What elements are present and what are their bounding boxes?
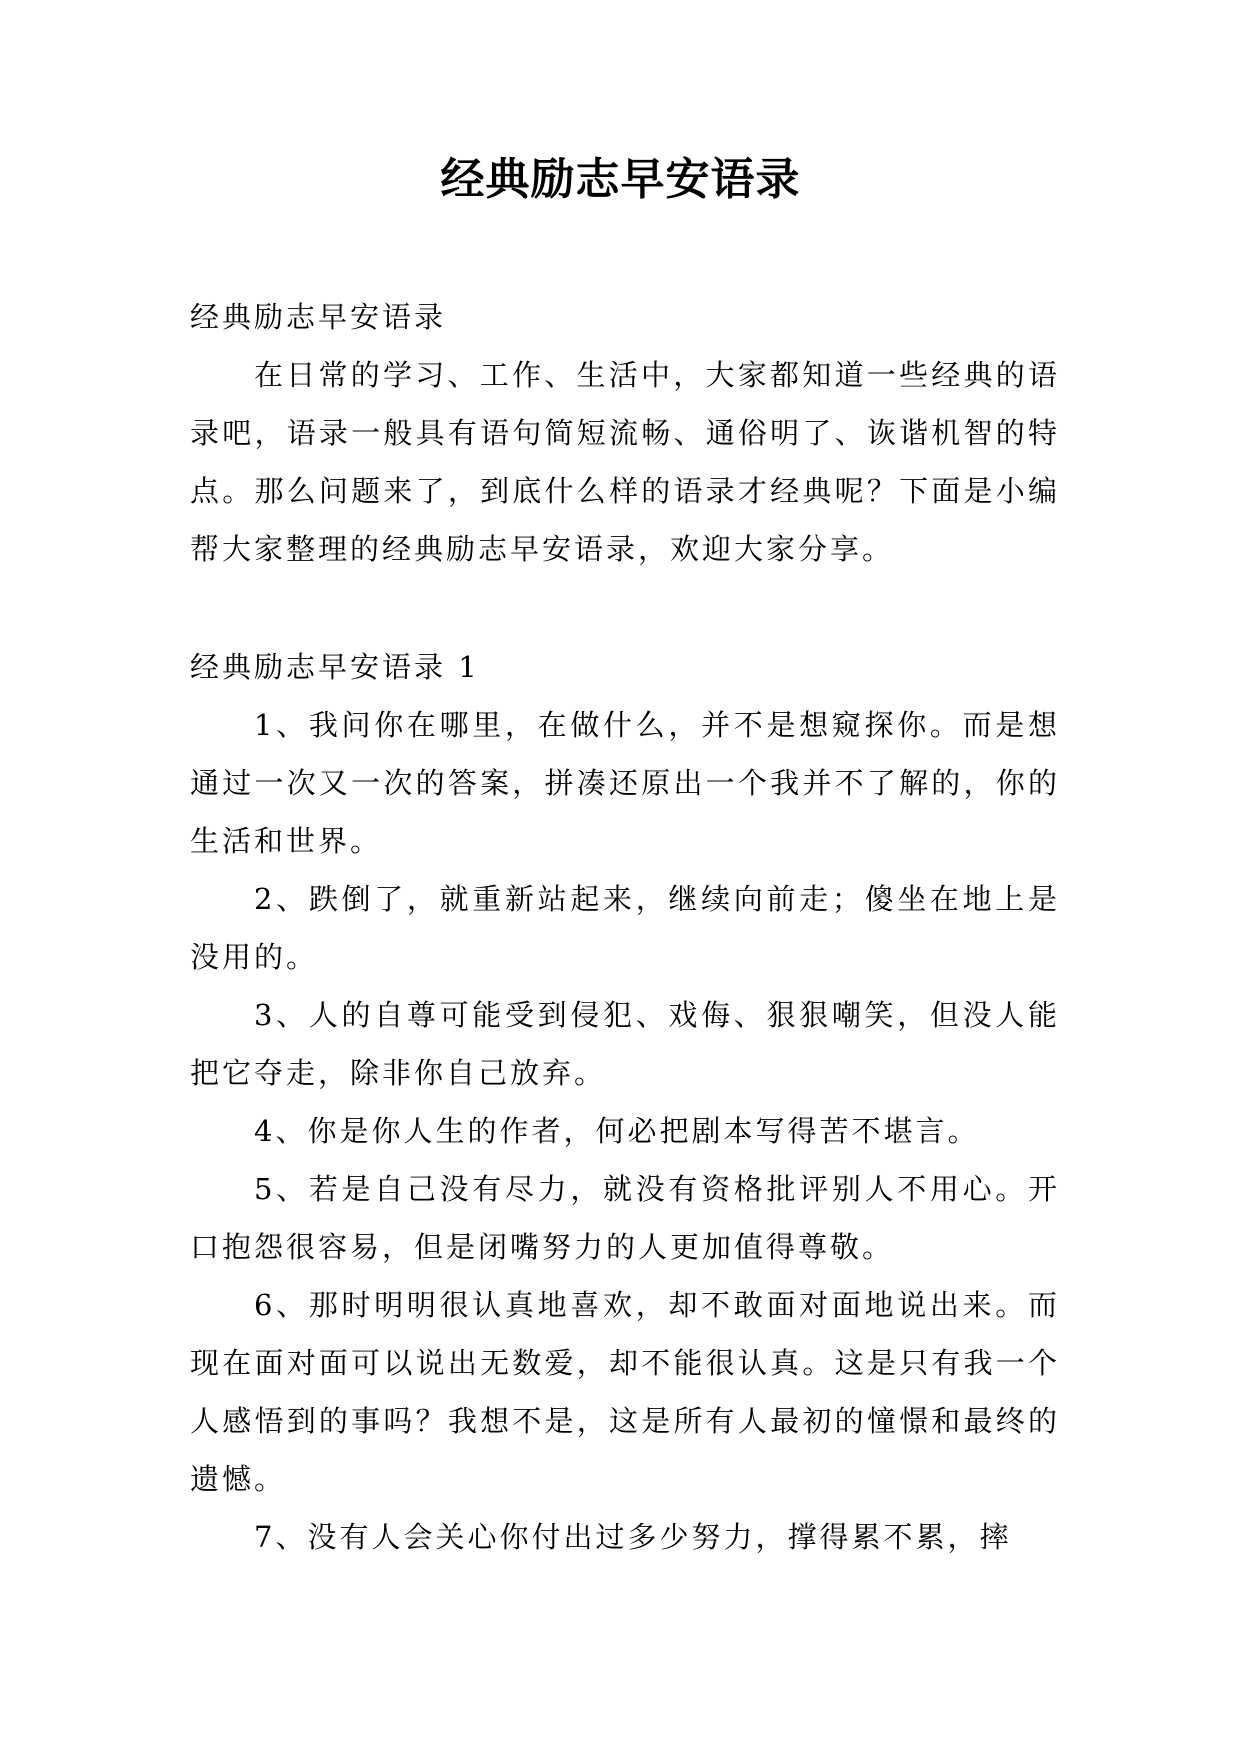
quote-paragraph: 4、你是你人生的作者，何必把剧本写得苦不堪言。 xyxy=(254,1114,980,1148)
document-title: 经典励志早安语录 xyxy=(440,154,801,205)
quotes-section xyxy=(190,638,1060,1566)
intro-paragraph: 在日常的学习、工作、生活中，大家都知道一些经典的语录吧，语录一般具有语句简短流畅、通俗明了、诙谐机智的特点。那么问题来了，到底什么样的语录才经典呢？下面是小编帮大家整理的经典励志早安语录，欢迎大家分享。 xyxy=(190,358,1060,566)
section-heading: 经典励志早安语录 1 xyxy=(190,650,480,684)
intro-section xyxy=(190,288,1060,578)
quote-paragraph: 3、人的自尊可能受到侵犯、戏侮、狠狠嘲笑，但没人能把它夺走，除非你自己放弃。 xyxy=(190,998,1060,1090)
quote-paragraph: 5、若是自己没有尽力，就没有资格批评别人不用心。开口抱怨很容易，但是闭嘴努力的人更加值得尊敬。 xyxy=(190,1172,1060,1264)
intro-heading: 经典励志早安语录 xyxy=(190,300,447,334)
quote-paragraph: 6、那时明明很认真地喜欢，却不敢面对面地说出来。而现在面对面可以说出无数爱，却不能很认真。这是只有我一个人感悟到的事吗？我想不是，这是所有人最初的憧憬和最终的遗憾。 xyxy=(190,1288,1060,1496)
quote-paragraph: 2、跌倒了，就重新站起来，继续向前走；傻坐在地上是没用的。 xyxy=(190,882,1060,974)
quote-paragraph: 1、我问你在哪里，在做什么，并不是想窥探你。而是想通过一次又一次的答案，拼凑还原出一个我并不了解的，你的生活和世界。 xyxy=(190,708,1060,858)
quote-paragraph: 7、没有人会关心你付出过多少努力，撑得累不累，摔 xyxy=(254,1520,1012,1554)
